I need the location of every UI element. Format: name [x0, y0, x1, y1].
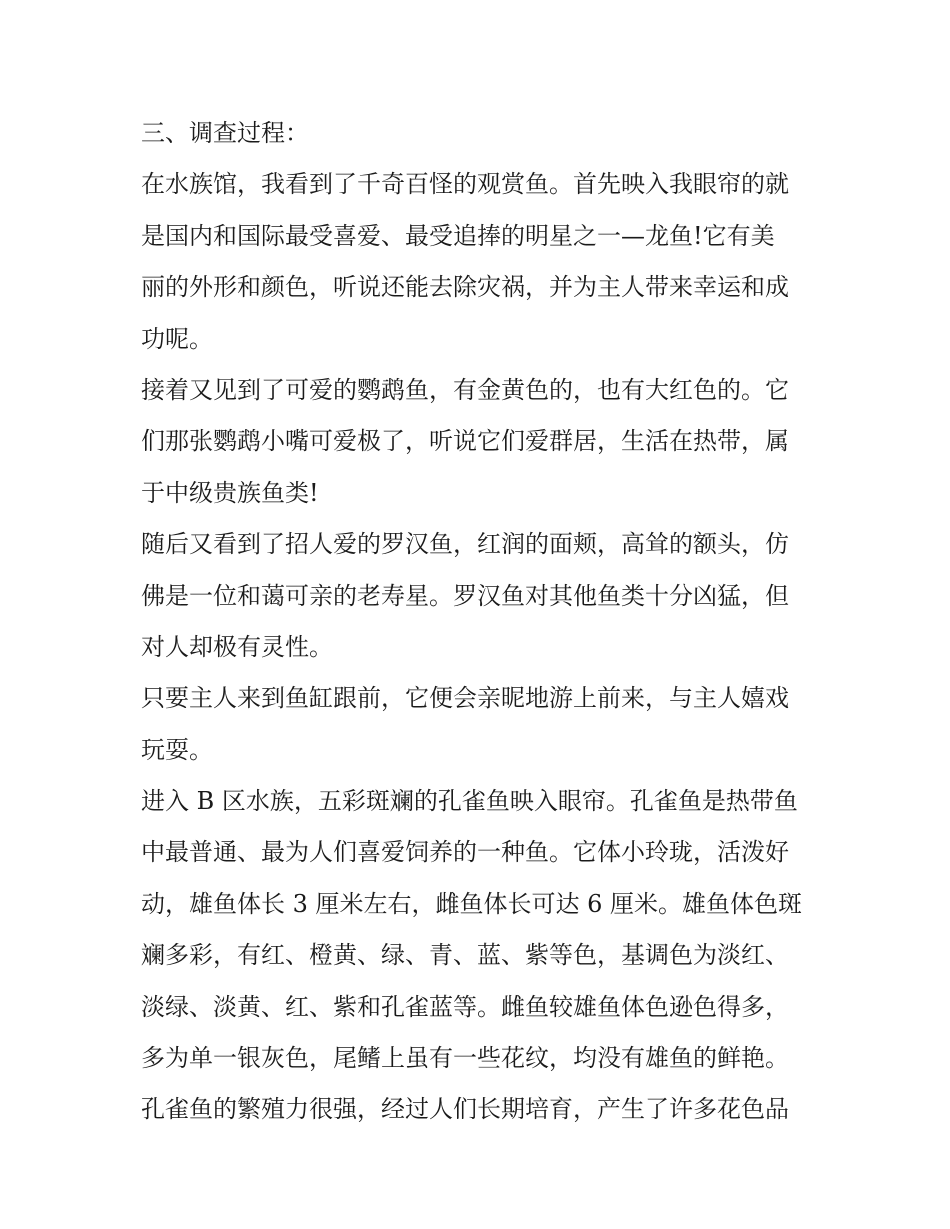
text-line: 佛是一位和蔼可亲的老寿星。罗汉鱼对其他鱼类十分凶猛，但: [141, 581, 789, 610]
text-line: 斓多彩，有红、橙黄、绿、青、蓝、紫等色，基调色为淡红、: [141, 941, 789, 970]
text-line: 在水族馆，我看到了千奇百怪的观赏鱼。首先映入我眼帘的就: [141, 170, 789, 199]
text-line: 孔雀鱼的繁殖力很强，经过人们长期培育，产生了许多花色品: [141, 1095, 789, 1124]
text-line: 们那张鹦鹉小嘴可爱极了，听说它们爱群居，生活在热带，属: [141, 427, 789, 456]
text-line: 只要主人来到鱼缸跟前，它便会亲昵地游上前来，与主人嬉戏: [141, 684, 789, 713]
text-line: 接着又见到了可爱的鹦鹉鱼，有金黄色的，也有大红色的。它: [141, 375, 789, 404]
text-line: 多为单一银灰色，尾鳍上虽有一些花纹，均没有雄鱼的鲜艳。: [141, 1044, 789, 1073]
text-line: 进入 B 区水族，五彩斑斓的孔雀鱼映入眼帘。孔雀鱼是热带鱼: [141, 787, 798, 816]
text-line: 动，雄鱼体长 3 厘米左右，雌鱼体长可达 6 厘米。雄鱼体色斑: [141, 889, 803, 918]
section-heading: 三、调查过程：: [141, 119, 309, 147]
text-line: 于中级贵族鱼类!: [141, 478, 319, 507]
body-text: [141, 108, 821, 1136]
text-line: 随后又看到了招人爱的罗汉鱼，红润的面颊，高耸的额头，仿: [141, 530, 789, 559]
text-line: 对人却极有灵性。: [141, 632, 333, 661]
text-line: 淡绿、淡黄、红、紫和孔雀蓝等。雌鱼较雄鱼体色逊色得多，: [141, 992, 789, 1021]
text-line: 功呢。: [141, 324, 213, 353]
text-line: 玩耍。: [141, 735, 213, 764]
text-line: 是国内和国际最受喜爱、最受追捧的明星之一—龙鱼!它有美: [141, 221, 775, 250]
text-line: 中最普通、最为人们喜爱饲养的一种鱼。它体小玲珑，活泼好: [141, 838, 789, 867]
text-line: 丽的外形和颜色，听说还能去除灾祸，并为主人带来幸运和成: [141, 273, 789, 302]
